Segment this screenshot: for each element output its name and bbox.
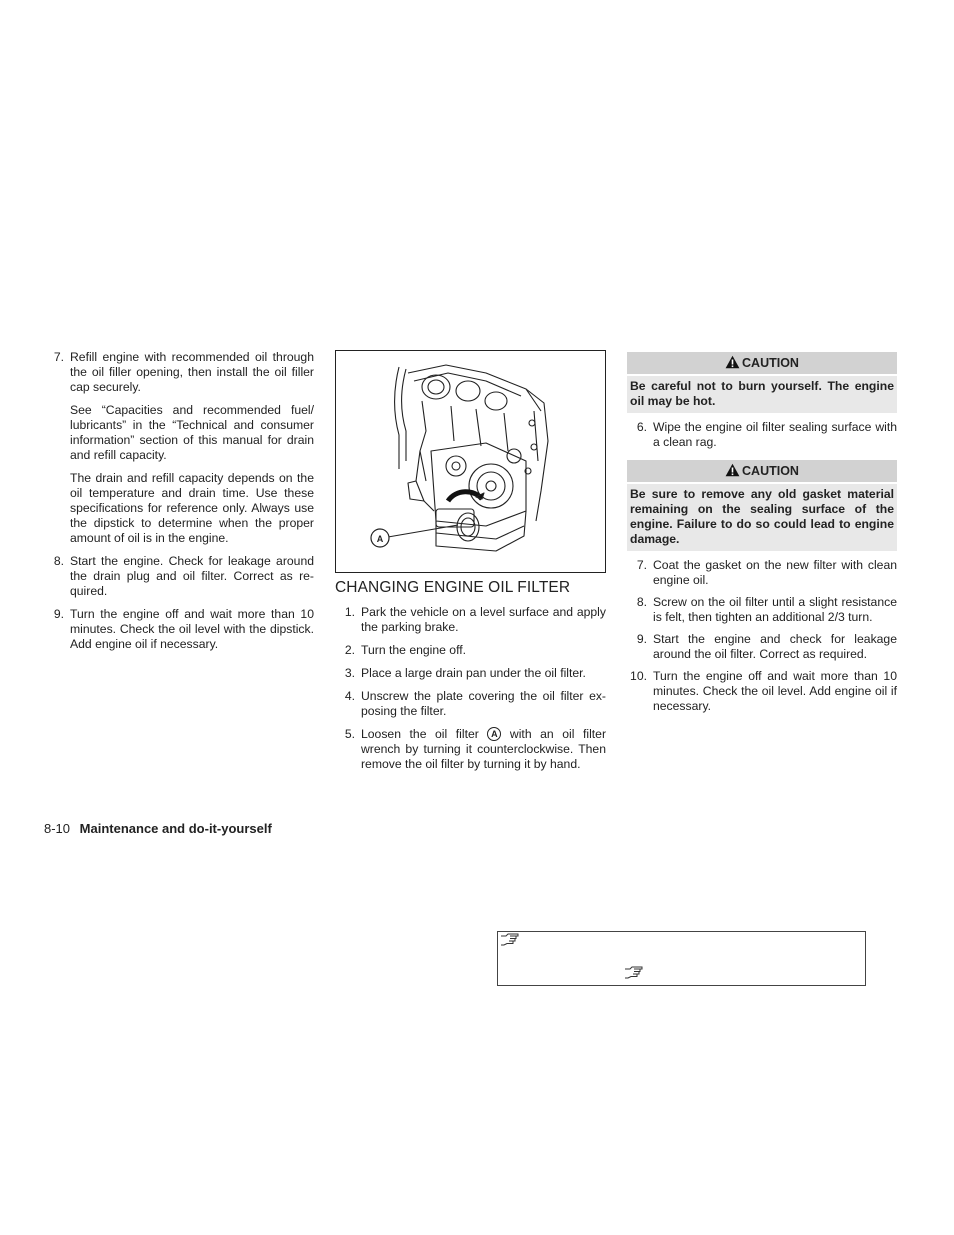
step-text: Turn the engine off.	[361, 643, 467, 657]
step-number: 8.	[53, 554, 64, 568]
column-1	[44, 350, 314, 660]
step-text: Screw on the oil filter until a slight resistance is felt, then tighten an additional 2/3 turn.	[653, 595, 897, 624]
capacities-reference-paragraph: See “Capacities and recommended fuel/ lubricants” in the “Technical and consumer information” section of this manual for drain and refill capacity.	[70, 403, 314, 462]
step-number: 5.	[344, 727, 355, 741]
step-text: Turn the engine off and wait more than 10 minutes. Check the oil level with the dipstick. Add engine oil if necessary.	[70, 607, 314, 651]
warning-triangle-icon	[725, 462, 740, 484]
section-heading: CHANGING ENGINE OIL FILTER	[335, 579, 571, 596]
step-text: Park the vehicle on a level surface and apply the parking brake.	[361, 605, 606, 634]
filter-step-4	[335, 689, 606, 719]
pointing-hand-icon	[624, 966, 644, 983]
filter-step-6	[627, 420, 897, 450]
page-footer	[44, 821, 272, 836]
caution-header	[627, 460, 897, 482]
step-number: 7.	[53, 350, 64, 364]
filter-step-10	[627, 669, 897, 714]
note-box	[497, 931, 866, 986]
step-text: Coat the gasket on the new filter with clean engine oil.	[653, 558, 897, 587]
step-text: Unscrew the plate covering the oil filter ex- posing the filter.	[361, 689, 606, 718]
filter-step-5	[335, 727, 606, 772]
engine-illustration-graphic	[336, 351, 605, 572]
step-text: Wipe the engine oil filter sealing surface with a clean rag.	[653, 420, 897, 449]
step-number: 4.	[344, 689, 355, 703]
caution-text: Be careful not to burn yourself. The engine oil may be hot.	[627, 376, 897, 413]
caution-text: Be sure to remove any old gasket material remaining on the sealing surface of the engine. Failure to do so could lead to engine damage.	[627, 484, 897, 551]
filter-step-3	[335, 666, 606, 681]
step-number: 10.	[630, 669, 647, 683]
step-text: Place a large drain pan under the oil filter.	[361, 666, 586, 680]
step-number: 3.	[344, 666, 355, 680]
column-2	[335, 350, 606, 780]
caution-title: CAUTION	[742, 464, 799, 478]
step-number: 1.	[344, 605, 355, 619]
step-number: 7.	[636, 558, 647, 572]
step-8	[44, 554, 314, 599]
step-text-after: with an oil filter wrench by turning it counterclockwise. Then remove the oil filter by turning it by hand.	[361, 727, 607, 771]
step-9	[44, 607, 314, 652]
step-number: 2.	[344, 643, 355, 657]
pointing-hand-icon	[500, 933, 520, 950]
warning-triangle-icon	[725, 354, 740, 376]
drain-refill-paragraph: The drain and refill capacity depends on the oil temperature and drain time. Use these specifications for reference only. Always use the dipstick to determine when the proper amount of oil is in the engine.	[70, 471, 314, 545]
step-number: 9.	[53, 607, 64, 621]
step-text: Start the engine and check for leakage around the oil filter. Correct as required.	[653, 632, 897, 661]
callout-a-label: A	[376, 534, 384, 544]
step-text: Refill engine with recommended oil through the oil filler opening, then install the oil filler cap securely.	[70, 350, 314, 394]
section-title: Maintenance and do-it-yourself	[79, 821, 272, 836]
step-text-before: Loosen the oil filter	[361, 727, 479, 741]
step-text: Turn the engine off and wait more than 10 minutes. Check the oil level. Add engine oil if necessary.	[653, 669, 897, 713]
step-number: 6.	[636, 420, 647, 434]
column-3	[627, 352, 897, 721]
caution-title: CAUTION	[742, 356, 799, 370]
step-number: 8.	[636, 595, 647, 609]
filter-step-1	[335, 605, 606, 635]
filter-step-9	[627, 632, 897, 662]
step-text: Start the engine. Check for leakage around the drain plug and oil filter. Correct as re- quired.	[70, 554, 314, 598]
filter-step-2	[335, 643, 606, 658]
filter-step-7	[627, 558, 897, 588]
filter-step-8	[627, 595, 897, 625]
caution-header	[627, 352, 897, 374]
step-7	[44, 350, 314, 395]
callout-a-icon: A	[487, 727, 501, 741]
page-number: 8-10	[44, 821, 71, 836]
engine-oil-filter-illustration	[335, 350, 606, 573]
step-number: 9.	[636, 632, 647, 646]
